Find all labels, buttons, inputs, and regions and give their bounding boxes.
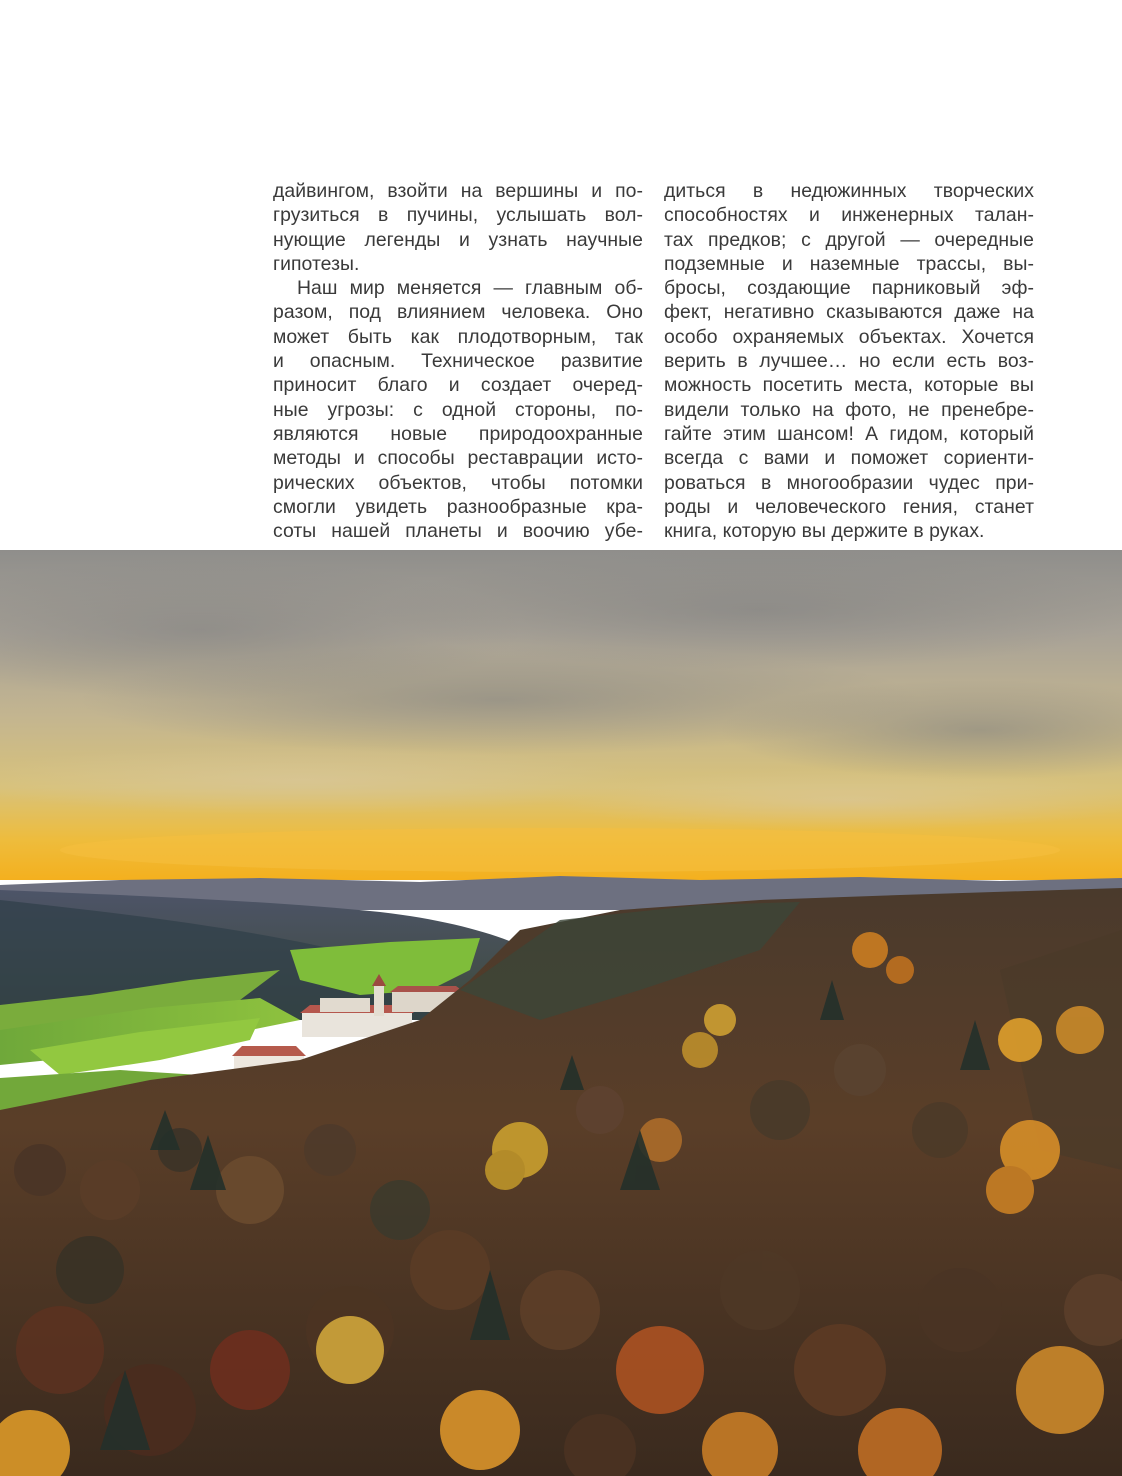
text-line: можность посетить места, которые вы [664,374,1034,397]
text-line: диться в недюжинных творческих [664,180,1034,202]
text-line: может быть как плодотворным, так [273,325,643,348]
text-line: грузиться в пучины, услышать вол- [273,204,643,227]
text-line: методы и способы реставрации исто- [273,447,643,470]
text-line: бросы, создающие парниковый эф- [664,277,1034,300]
text-line: смогли увидеть разнообразные кра- [273,495,643,518]
left-column [273,179,643,543]
text-line: подземные и наземные трассы, вы- [664,252,1034,275]
text-line: способностях и инженерных талан- [664,204,1034,227]
right-column [664,179,1034,543]
text-line: соты нашей планеты и воочию убе- [273,520,643,543]
text-line: Наш мир меняется — главным об- [297,277,643,300]
text-line: гайте этим шансом! А гидом, который [664,422,1034,445]
landscape-photo [0,550,1122,1476]
text-line: ные угрозы: с одной стороны, по- [273,398,643,421]
text-line: особо охраняемых объектах. Хочется [664,325,1034,348]
text-line: приносит благо и создает очеред- [273,374,643,397]
text-line: разом, под влиянием человека. Оно [273,301,643,324]
text-line: рических объектов, чтобы потомки [273,471,643,494]
text-line: видели только на фото, не пренебре- [664,398,1034,421]
text-line: гипотезы. [273,252,360,275]
text-line: дайвингом, взойти на вершины и по- [273,180,643,202]
text-line: и опасным. Техническое развитие [273,350,643,373]
text-line: роваться в многообразии чудес при- [664,471,1034,494]
text-line: тах предков; с другой — очередные [664,228,1034,251]
text-line: всегда с вами и поможет сориенти- [664,447,1034,470]
text-line: роды и человеческого гения, станет [664,495,1034,518]
text-line: являются новые природоохранные [273,422,643,445]
text-line: верить в лучшее… но если есть воз- [664,350,1034,373]
text-line: нующие легенды и узнать научные [273,228,643,251]
article-text [273,179,1035,543]
landscape-illustration [0,550,1122,1476]
text-line: фект, негативно сказываются даже на [664,301,1034,324]
text-line: книга, которую вы держите в руках. [664,520,985,543]
